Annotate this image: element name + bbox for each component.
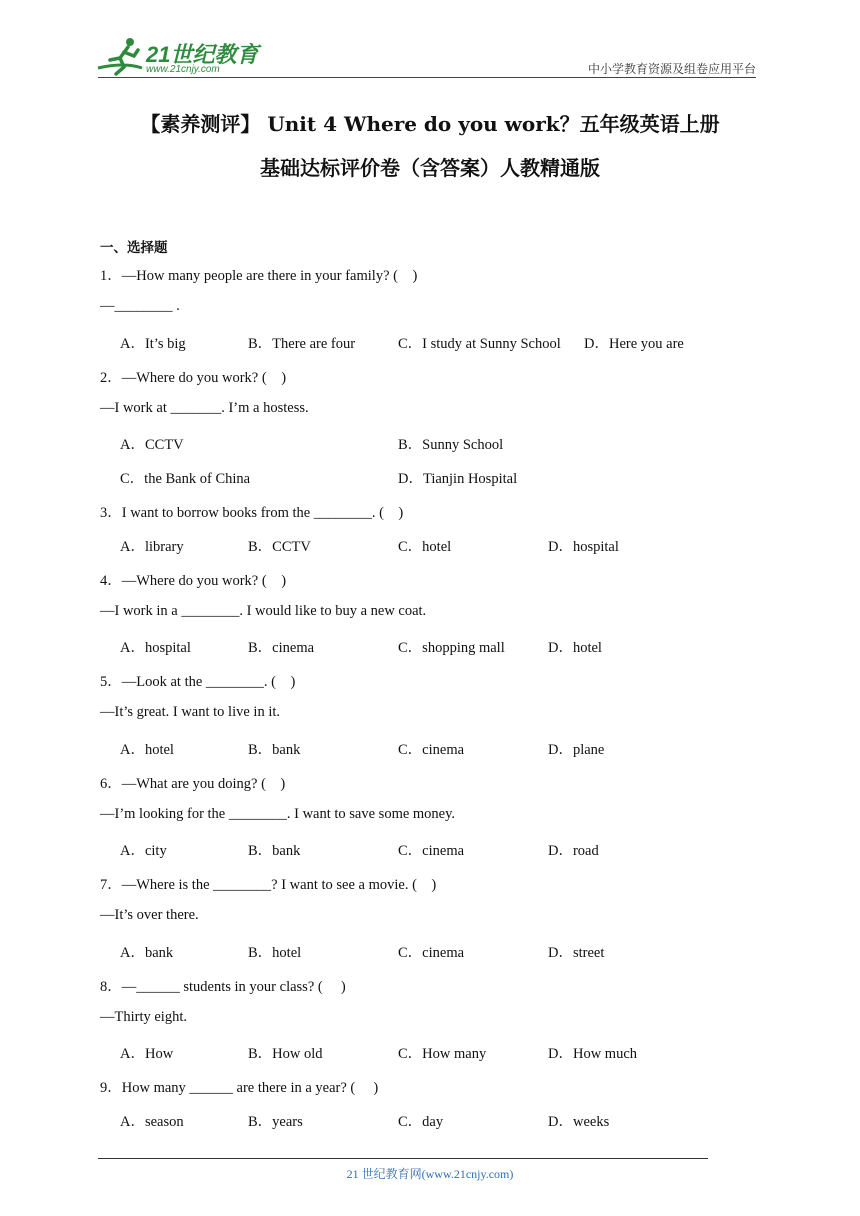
q7-option-a[interactable]: A．bank bbox=[120, 945, 174, 961]
q5-option-c[interactable]: C．cinema bbox=[398, 742, 465, 758]
logo-text: 21世纪教育 bbox=[146, 42, 259, 67]
q9-option-c[interactable]: C．day bbox=[398, 1114, 444, 1130]
q3-option-c[interactable]: C．hotel bbox=[398, 539, 452, 555]
q2-option-d[interactable]: D．Tianjin Hospital bbox=[398, 471, 518, 487]
q7-option-d[interactable]: D．street bbox=[548, 945, 605, 961]
q6-option-a[interactable]: A．city bbox=[120, 843, 167, 859]
question-2-text: 2．—Where do you work? ( ) bbox=[100, 370, 287, 386]
question-4-text: 4．—Where do you work? ( ) bbox=[100, 573, 287, 589]
doc-title-line1: 【素养测评】 Unit 4 Where do you work？五年级英语上册 bbox=[140, 112, 720, 136]
q9-option-b[interactable]: B．years bbox=[248, 1114, 303, 1130]
q5-option-a[interactable]: A．hotel bbox=[120, 742, 174, 758]
q7-option-c[interactable]: C．cinema bbox=[398, 945, 465, 961]
q1-option-c[interactable]: C．I study at Sunny School bbox=[398, 336, 561, 352]
footer-divider bbox=[98, 1158, 708, 1159]
doc-title-line2: 基础达标评价卷（含答案）人教精通版 bbox=[260, 156, 600, 180]
q3-option-b[interactable]: B．CCTV bbox=[248, 539, 311, 555]
q6-option-b[interactable]: B．bank bbox=[248, 843, 301, 859]
question-5-answer-line: —It’s great. I want to live in it. bbox=[100, 704, 281, 720]
question-7-text: 7．—Where is the ________? I want to see a movie. ( ) bbox=[100, 877, 437, 893]
q8-option-a[interactable]: A．How bbox=[120, 1046, 174, 1062]
question-6-answer-line: —I’m looking for the ________. I want to save some money. bbox=[100, 806, 456, 822]
q8-option-d[interactable]: D．How much bbox=[548, 1046, 638, 1062]
q8-option-b[interactable]: B．How old bbox=[248, 1046, 323, 1062]
header-divider bbox=[98, 77, 756, 78]
q5-option-b[interactable]: B．bank bbox=[248, 742, 301, 758]
header-platform-text: 中小学教育资源及组卷应用平台 bbox=[587, 62, 756, 76]
q6-option-d[interactable]: D．road bbox=[548, 843, 599, 859]
q9-option-d[interactable]: D．weeks bbox=[548, 1114, 610, 1130]
question-8-text: 8．—______ students in your class? ( ) bbox=[100, 979, 346, 995]
question-9-text: 9．How many ______ are there in a year? ( ) bbox=[100, 1080, 379, 1096]
q3-option-d[interactable]: D．hospital bbox=[548, 539, 619, 555]
question-4-answer-line: —I work in a ________. I would like to buy a new coat. bbox=[100, 603, 427, 619]
q6-option-c[interactable]: C．cinema bbox=[398, 843, 465, 859]
footer-link[interactable]: 21 世纪教育网(www.21cnjy.com) bbox=[346, 1167, 514, 1181]
q1-option-a[interactable]: A．It’s big bbox=[120, 336, 186, 352]
q7-option-b[interactable]: B．hotel bbox=[248, 945, 302, 961]
page-header bbox=[0, 0, 860, 90]
logo-url: www.21cnjy.com bbox=[146, 64, 220, 75]
question-5-text: 5．—Look at the ________. ( ) bbox=[100, 674, 296, 690]
q4-option-b[interactable]: B．cinema bbox=[248, 640, 315, 656]
question-8-answer-line: —Thirty eight. bbox=[100, 1009, 187, 1025]
question-2-answer-line: —I work at _______. I’m a hostess. bbox=[100, 400, 309, 416]
question-1-text: 1．—How many people are there in your family? ( ) bbox=[100, 268, 418, 284]
q4-option-d[interactable]: D．hotel bbox=[548, 640, 602, 656]
q4-option-a[interactable]: A．hospital bbox=[120, 640, 191, 656]
q5-option-d[interactable]: D．plane bbox=[548, 742, 605, 758]
question-1-answer-line: —________ . bbox=[100, 298, 180, 314]
q9-option-a[interactable]: A．season bbox=[120, 1114, 184, 1130]
q8-option-c[interactable]: C．How many bbox=[398, 1046, 487, 1062]
question-6-text: 6．—What are you doing? ( ) bbox=[100, 776, 286, 792]
q2-option-c[interactable]: C．the Bank of China bbox=[120, 471, 251, 487]
q2-option-a[interactable]: A．CCTV bbox=[120, 437, 184, 453]
question-7-answer-line: —It’s over there. bbox=[100, 907, 199, 923]
q4-option-c[interactable]: C．shopping mall bbox=[398, 640, 505, 656]
q1-option-b[interactable]: B．There are four bbox=[248, 336, 356, 352]
question-3-text: 3．I want to borrow books from the ________. ( ) bbox=[100, 505, 404, 521]
section-heading: 一、选择题 bbox=[100, 240, 168, 256]
q2-option-b[interactable]: B．Sunny School bbox=[398, 437, 504, 453]
q1-option-d[interactable]: D．Here you are bbox=[584, 336, 684, 352]
q3-option-a[interactable]: A．library bbox=[120, 539, 184, 555]
